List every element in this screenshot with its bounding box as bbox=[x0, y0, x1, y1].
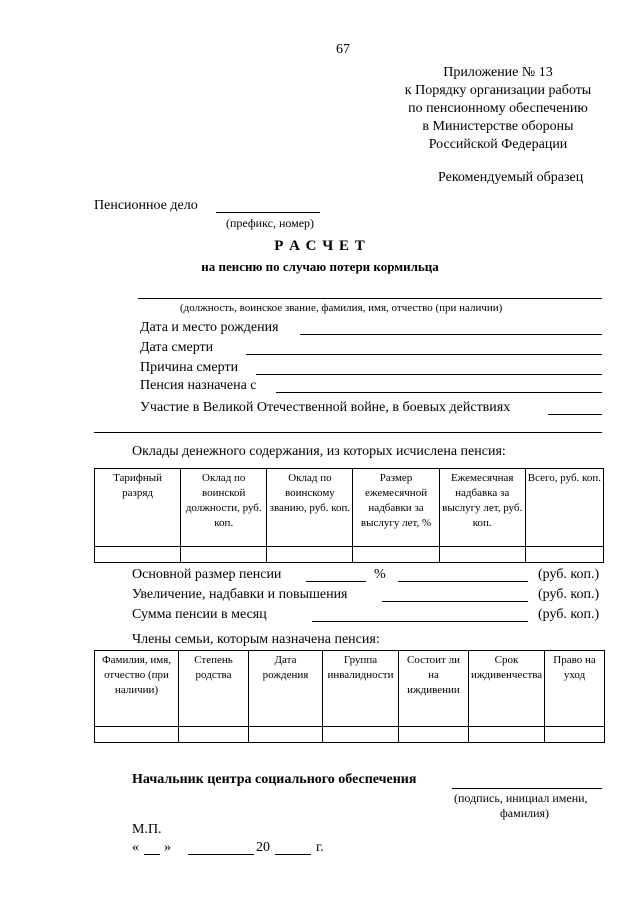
table-cell[interactable] bbox=[323, 727, 399, 743]
signature-label: Начальник центра социального обеспечения bbox=[132, 772, 417, 787]
table-row bbox=[95, 727, 605, 743]
date-century: 20 bbox=[256, 840, 270, 855]
signature-hint: фамилия) bbox=[500, 806, 550, 820]
war-line[interactable] bbox=[548, 414, 602, 415]
appendix-line: Российской Федерации bbox=[428, 137, 568, 152]
total-label: Сумма пенсии в месяц bbox=[132, 607, 267, 622]
total-unit: (руб. коп.) bbox=[538, 607, 600, 622]
page-number: 67 bbox=[336, 42, 350, 57]
base-pension-label: Основной размер пенсии bbox=[132, 567, 282, 582]
table-cell[interactable] bbox=[399, 727, 469, 743]
salary-col-header: Всего, руб. коп. bbox=[525, 469, 603, 547]
assigned-label: Пенсия назначена с bbox=[140, 378, 257, 393]
table-header-row bbox=[95, 469, 604, 547]
death-line[interactable] bbox=[246, 354, 602, 355]
date-year-suffix: г. bbox=[316, 840, 324, 855]
cause-label: Причина смерти bbox=[140, 360, 239, 375]
table-header-row bbox=[95, 651, 605, 727]
increase-line[interactable] bbox=[382, 601, 528, 602]
increase-unit: (руб. коп.) bbox=[538, 587, 600, 602]
table-row bbox=[95, 547, 604, 563]
birth-label: Дата и место рождения bbox=[140, 320, 279, 335]
birth-line[interactable] bbox=[300, 334, 602, 335]
family-col-header: Срок иждивенчества bbox=[469, 651, 545, 727]
salary-table bbox=[94, 468, 604, 563]
war-label: Участие в Великой Отечественной войне, в боевых действиях bbox=[140, 400, 511, 415]
base-amount-line[interactable] bbox=[398, 581, 528, 582]
date-month-line[interactable] bbox=[188, 854, 254, 855]
date-close-quote: » bbox=[164, 840, 171, 855]
family-col-header: Фамилия, имя, отчество (при наличии) bbox=[95, 651, 179, 727]
signature-line[interactable] bbox=[452, 788, 602, 789]
salary-col-header: Тарифный разряд bbox=[95, 469, 181, 547]
pension-case-hint: (префикс, номер) bbox=[226, 216, 315, 230]
table-cell[interactable] bbox=[95, 547, 181, 563]
assigned-line[interactable] bbox=[276, 392, 602, 393]
recommended-sample: Рекомендуемый образец bbox=[438, 170, 584, 185]
date-open-quote: « bbox=[132, 840, 139, 855]
salary-col-header: Размер ежемесячной надбавки за выслугу лет, % bbox=[353, 469, 439, 547]
salary-col-header: Оклад по воинскому званию, руб. коп. bbox=[267, 469, 353, 547]
person-line[interactable] bbox=[138, 298, 602, 299]
table-cell[interactable] bbox=[267, 547, 353, 563]
appendix-line: по пенсионному обеспечению bbox=[408, 101, 588, 116]
date-day-line[interactable] bbox=[144, 854, 160, 855]
table-cell[interactable] bbox=[179, 727, 249, 743]
table-cell[interactable] bbox=[95, 727, 179, 743]
family-heading: Члены семьи, которым назначена пенсия: bbox=[132, 632, 380, 647]
increase-label: Увеличение, надбавки и повышения bbox=[132, 587, 348, 602]
family-table bbox=[94, 650, 605, 743]
total-line[interactable] bbox=[312, 621, 528, 622]
pension-case-line[interactable] bbox=[216, 212, 320, 213]
document-title: Р А С Ч Е Т bbox=[274, 238, 366, 254]
family-col-header: Право на уход bbox=[545, 651, 605, 727]
percent-sign: % bbox=[374, 567, 386, 582]
appendix-line: Приложение № 13 bbox=[443, 65, 553, 80]
base-unit: (руб. коп.) bbox=[538, 567, 600, 582]
person-hint: (должность, воинское звание, фамилия, имя, отчество (при наличии) bbox=[180, 302, 503, 314]
family-col-header: Степень родства bbox=[179, 651, 249, 727]
appendix-line: к Порядку организации работы bbox=[404, 83, 592, 98]
appendix-header bbox=[380, 64, 616, 154]
salary-heading: Оклады денежного содержания, из которых исчислена пенсия: bbox=[132, 444, 506, 459]
family-col-header: Дата рождения bbox=[249, 651, 323, 727]
date-year-line[interactable] bbox=[275, 854, 311, 855]
table-cell[interactable] bbox=[525, 547, 603, 563]
appendix-line: в Министерстве обороны bbox=[422, 119, 574, 134]
pension-case-label: Пенсионное дело bbox=[94, 198, 198, 213]
document-subtitle: на пенсию по случаю потери кормильца bbox=[201, 259, 439, 274]
table-cell[interactable] bbox=[181, 547, 267, 563]
table-cell[interactable] bbox=[469, 727, 545, 743]
family-col-header: Состоит ли на иждивении bbox=[399, 651, 469, 727]
table-cell[interactable] bbox=[439, 547, 525, 563]
table-cell[interactable] bbox=[249, 727, 323, 743]
base-percent-line[interactable] bbox=[306, 581, 366, 582]
stamp-label: М.П. bbox=[132, 822, 162, 837]
war-line-continued[interactable] bbox=[94, 432, 602, 433]
family-col-header: Группа инвалидности bbox=[323, 651, 399, 727]
table-cell[interactable] bbox=[545, 727, 605, 743]
cause-line[interactable] bbox=[256, 374, 602, 375]
salary-col-header: Ежемесячная надбавка за выслугу лет, руб. коп. bbox=[439, 469, 525, 547]
signature-hint: (подпись, инициал имени, bbox=[454, 791, 588, 805]
death-label: Дата смерти bbox=[140, 340, 214, 355]
table-cell[interactable] bbox=[353, 547, 439, 563]
salary-col-header: Оклад по воинской должности, руб. коп. bbox=[181, 469, 267, 547]
